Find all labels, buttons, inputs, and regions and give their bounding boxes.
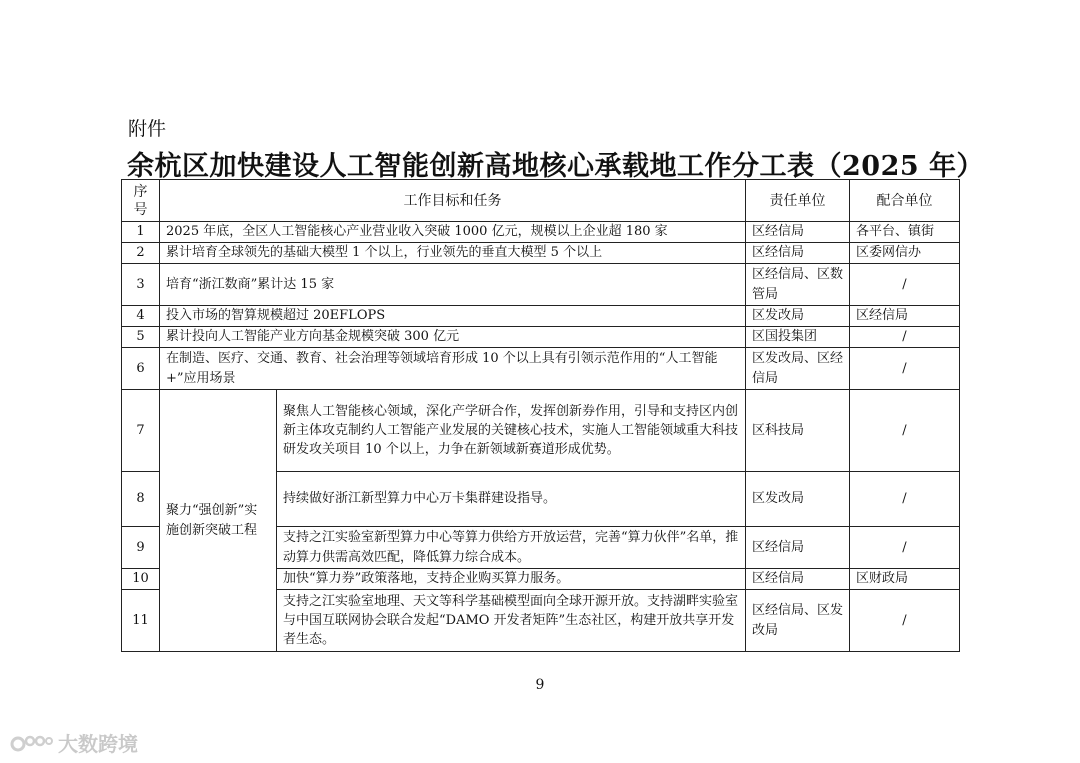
row-no: 8	[122, 472, 160, 527]
row-task: 累计培育全球领先的基础大模型 1 个以上，行业领先的垂直大模型 5 个以上	[160, 243, 746, 264]
table-row	[122, 222, 960, 243]
table-row	[122, 306, 960, 327]
row-responsible: 区经信局	[746, 222, 850, 243]
col-header-cooperate: 配合单位	[850, 180, 960, 222]
table-row	[122, 348, 960, 390]
row-responsible: 区发改局	[746, 306, 850, 327]
col-header-no: 序号	[122, 180, 160, 222]
row-task: 加快“算力券”政策落地，支持企业购买算力服务。	[277, 569, 746, 590]
row-cooperate: /	[850, 264, 960, 306]
row-no: 9	[122, 527, 160, 569]
row-task: 2025 年底，全区人工智能核心产业营业收入突破 1000 亿元，规模以上企业超 180 家	[160, 222, 746, 243]
row-responsible: 区科技局	[746, 390, 850, 472]
row-no: 5	[122, 327, 160, 348]
row-responsible: 区经信局、区数管局	[746, 264, 850, 306]
row-responsible: 区国投集团	[746, 327, 850, 348]
table-row	[122, 390, 960, 472]
row-responsible: 区经信局、区发改局	[746, 590, 850, 652]
group-label: 聚力“强创新”实施创新突破工程	[166, 502, 258, 538]
row-responsible: 区发改局	[746, 472, 850, 527]
row-no: 6	[122, 348, 160, 390]
table-row	[122, 327, 960, 348]
row-cooperate: /	[850, 390, 960, 472]
table-header-row	[122, 180, 960, 222]
page-number: 9	[535, 677, 545, 693]
row-task: 累计投向人工智能产业方向基金规模突破 300 亿元	[160, 327, 746, 348]
col-header-task: 工作目标和任务	[160, 180, 746, 222]
row-no: 10	[122, 569, 160, 590]
row-cooperate: 区经信局	[850, 306, 960, 327]
work-division-table	[121, 179, 960, 652]
row-responsible: 区发改局、区经信局	[746, 348, 850, 390]
row-cooperate: /	[850, 348, 960, 390]
group-label-cell	[160, 390, 277, 652]
row-no: 11	[122, 590, 160, 652]
row-task: 培育“浙江数商”累计达 15 家	[160, 264, 746, 306]
watermark-logo-icon	[10, 731, 54, 755]
row-cooperate: 区委网信办	[850, 243, 960, 264]
row-no: 4	[122, 306, 160, 327]
row-no: 1	[122, 222, 160, 243]
row-no: 7	[122, 390, 160, 472]
row-task: 在制造、医疗、交通、教育、社会治理等领域培育形成 10 个以上具有引领示范作用的“人工智能+”应用场景	[160, 348, 746, 390]
attachment-label: 附件	[128, 118, 167, 140]
row-cooperate: /	[850, 327, 960, 348]
row-task: 聚焦人工智能核心领域，深化产学研合作，发挥创新券作用，引导和支持区内创新主体攻克制约人工智能产业发展的关键核心技术，实施人工智能领域重大科技研发攻关项目 10 个以上，力争在新领域新赛道形成优势。	[277, 390, 746, 472]
col-header-responsible: 责任单位	[746, 180, 850, 222]
row-responsible: 区经信局	[746, 527, 850, 569]
row-task: 投入市场的智算规模超过 20EFLOPS	[160, 306, 746, 327]
row-no: 2	[122, 243, 160, 264]
watermark-text: 大数跨境	[58, 732, 138, 756]
row-cooperate: /	[850, 590, 960, 652]
row-cooperate: /	[850, 527, 960, 569]
table-row	[122, 243, 960, 264]
row-cooperate: 区财政局	[850, 569, 960, 590]
row-task: 支持之江实验室新型算力中心等算力供给方开放运营，完善“算力伙伴”名单，推动算力供需高效匹配，降低算力综合成本。	[277, 527, 746, 569]
document-title: 余杭区加快建设人工智能创新高地核心承载地工作分工表（2025 年）	[127, 151, 985, 182]
row-task: 支持之江实验室地理、天文等科学基础模型面向全球开源开放。支持湖畔实验室与中国互联网协会联合发起“DAMO 开发者矩阵”生态社区，构建开放共享开发者生态。	[277, 590, 746, 652]
row-task: 持续做好浙江新型算力中心万卡集群建设指导。	[277, 472, 746, 527]
watermark	[10, 728, 138, 757]
row-responsible: 区经信局	[746, 243, 850, 264]
row-cooperate: /	[850, 472, 960, 527]
row-responsible: 区经信局	[746, 569, 850, 590]
table-row	[122, 264, 960, 306]
row-cooperate: 各平台、镇街	[850, 222, 960, 243]
row-no: 3	[122, 264, 160, 306]
